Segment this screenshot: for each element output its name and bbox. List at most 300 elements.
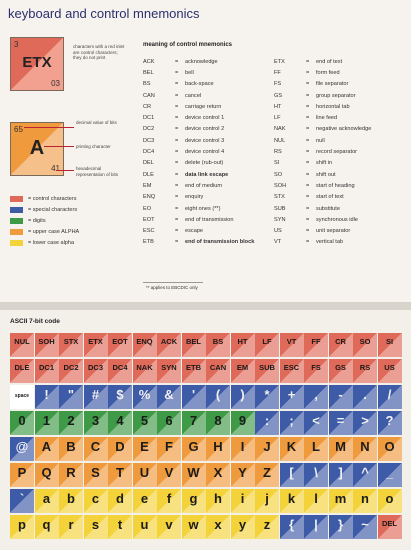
- ascii-cell: [280, 515, 304, 539]
- ascii-cell: [280, 437, 304, 461]
- cell-label: FS: [311, 363, 321, 372]
- mnemonic-meaning: cancel: [185, 92, 202, 99]
- mnemonic-row: [143, 79, 271, 90]
- mnemonics-column-left: [143, 56, 271, 248]
- mnemonic-meaning: device control 1: [185, 115, 225, 122]
- ascii-cell: [378, 359, 402, 383]
- ascii-cell: [35, 411, 59, 435]
- cell-label: l: [314, 491, 318, 506]
- mnemonic-row: [143, 214, 271, 225]
- mnemonic-code: CR: [143, 103, 152, 110]
- mnemonic-meaning: end of transmission: [185, 216, 234, 223]
- equals-sign: =: [175, 205, 179, 212]
- ascii-cell: [84, 437, 108, 461]
- ascii-cell: [10, 463, 34, 487]
- legend-item: [10, 237, 79, 248]
- mnemonic-meaning: null: [316, 137, 325, 144]
- mnemonic-code: CAN: [143, 92, 155, 99]
- cell-label: ': [191, 387, 196, 402]
- cell-label: P: [17, 465, 27, 480]
- ascii-cell: [280, 489, 304, 513]
- ascii-cell: [206, 515, 230, 539]
- ascii-cell: [280, 411, 304, 435]
- equals-sign: =: [306, 92, 310, 99]
- cell-label: t: [117, 517, 123, 532]
- ascii-cell: [133, 333, 157, 357]
- mnemonic-code: RS: [274, 149, 282, 156]
- ascii-cell: [231, 463, 255, 487]
- equals-sign: =: [175, 115, 179, 122]
- mnemonic-row: [274, 203, 402, 214]
- ascii-cell: [59, 411, 83, 435]
- cell-label: o: [385, 491, 394, 506]
- ascii-cell: [84, 385, 108, 409]
- cell-label: (: [215, 387, 221, 402]
- color-legend: [10, 193, 79, 248]
- ascii-cell: [280, 385, 304, 409]
- cell-label: ENQ: [136, 337, 153, 346]
- mnemonic-code: STX: [274, 194, 285, 201]
- ascii-cell: [59, 463, 83, 487]
- ascii-cell: [353, 489, 377, 513]
- equals-sign: =: [175, 126, 179, 133]
- mnemonic-code: EM: [143, 182, 152, 189]
- ascii-cell: [304, 437, 328, 461]
- mnemonic-code: SUB: [274, 205, 286, 212]
- mnemonic-row: [274, 112, 402, 123]
- mnemonic-row: [143, 124, 271, 135]
- ascii-cell: [378, 411, 402, 435]
- ascii-cell: [353, 463, 377, 487]
- mnemonic-meaning: form feed: [316, 69, 340, 76]
- cell-label: HT: [237, 337, 248, 346]
- mnemonic-row: [274, 79, 402, 90]
- ascii-cell: [133, 437, 157, 461]
- mnemonic-row: [143, 67, 271, 78]
- cell-label: ;: [289, 413, 294, 428]
- ascii-cell: [304, 463, 328, 487]
- equals-sign: =: [175, 171, 179, 178]
- mnemonic-row: [143, 203, 271, 214]
- mnemonic-code: ETB: [143, 239, 154, 246]
- ascii-cell: [108, 385, 132, 409]
- mnemonic-code: EO: [143, 205, 152, 212]
- cell-label: 3: [91, 413, 100, 428]
- cell-label: L: [312, 439, 320, 454]
- cell-label: }: [337, 517, 344, 532]
- ascii-cell: [255, 359, 279, 383]
- ascii-cell: [10, 489, 34, 513]
- cell-label: Z: [263, 465, 271, 480]
- ascii-cell: [10, 437, 34, 461]
- equals-sign: =: [306, 149, 310, 156]
- example-tile-etx: [10, 37, 64, 91]
- cell-label: DC2: [63, 363, 79, 372]
- mnemonic-code: DC3: [143, 137, 155, 144]
- cell-label: n: [361, 491, 369, 506]
- ascii-cell: [255, 515, 279, 539]
- cell-label: c: [91, 491, 100, 506]
- legend-label: = upper case ALPHA: [28, 228, 80, 235]
- cell-label: U: [139, 465, 150, 480]
- ascii-cell: [231, 333, 255, 357]
- ascii-cell: [378, 385, 402, 409]
- equals-sign: =: [306, 115, 310, 122]
- mnemonic-meaning: data link escape: [185, 171, 229, 178]
- ascii-cell: [329, 437, 353, 461]
- ascii-cell: [206, 489, 230, 513]
- cell-label: CAN: [209, 363, 227, 372]
- tile-mnemonic: ETX: [22, 54, 52, 71]
- ascii-cell: [108, 437, 132, 461]
- cell-label: 4: [116, 413, 124, 428]
- cell-label: h: [214, 491, 222, 506]
- mnemonic-meaning: negative acknowledge: [316, 126, 372, 133]
- mnemonic-code: HT: [274, 103, 282, 110]
- mnemonic-meaning: start of text: [316, 194, 344, 201]
- ascii-cell: [10, 411, 34, 435]
- ascii-cell: [59, 333, 83, 357]
- cell-label: i: [240, 491, 245, 506]
- mnemonic-code: SOH: [274, 182, 287, 189]
- cell-label: a: [42, 491, 51, 506]
- ascii-cell: [133, 463, 157, 487]
- ascii-cell: [182, 411, 206, 435]
- ascii-cell: [206, 411, 230, 435]
- ascii-cell: [84, 515, 108, 539]
- mnemonic-meaning: back-space: [185, 81, 214, 88]
- ascii-cell: [10, 515, 34, 539]
- mnemonic-code: SI: [274, 160, 280, 167]
- note-decimal-value: decimal value of bits: [76, 120, 117, 125]
- legend-label: = special characters: [28, 206, 78, 213]
- cell-label: $: [116, 387, 124, 402]
- ascii-cell: [329, 411, 353, 435]
- mnemonic-code: FF: [274, 69, 281, 76]
- equals-sign: =: [306, 103, 310, 110]
- mnemonic-code: DC1: [143, 115, 155, 122]
- cell-label: *: [264, 387, 270, 402]
- cell-label: f: [166, 491, 172, 506]
- mnemonic-meaning: enquiry: [185, 194, 204, 201]
- ascii-cell: [108, 359, 132, 383]
- mnemonic-code: FS: [274, 81, 282, 88]
- cell-label: STX: [63, 337, 79, 346]
- ascii-cell: [157, 333, 181, 357]
- pointer-line: [56, 170, 74, 171]
- mnemonic-row: [143, 90, 271, 101]
- cell-label: space: [14, 393, 30, 399]
- mnemonic-row: [274, 146, 402, 157]
- cell-label: 6: [165, 413, 173, 428]
- ascii-cell: [329, 489, 353, 513]
- ascii-cell: [35, 333, 59, 357]
- mnemonic-meaning: group separator: [316, 92, 356, 99]
- ascii-cell: [108, 489, 132, 513]
- cell-label: [: [289, 465, 294, 480]
- cell-label: S: [91, 465, 100, 480]
- cell-label: 2: [67, 413, 75, 428]
- legend-label: = control characters: [28, 195, 77, 202]
- ascii-cell: [10, 333, 34, 357]
- mnemonic-row: [274, 135, 402, 146]
- cell-label: SO: [359, 337, 371, 346]
- cell-label: BS: [212, 337, 224, 346]
- mnemonic-row: [143, 225, 271, 236]
- mnemonic-meaning: record separator: [316, 149, 358, 156]
- cell-label: s: [91, 517, 100, 532]
- mnemonic-code: ENQ: [143, 194, 156, 201]
- cell-label: w: [188, 517, 199, 532]
- ascii-cell: [329, 333, 353, 357]
- ascii-cell: [84, 489, 108, 513]
- ascii-cell: [35, 515, 59, 539]
- footnote-divider: [143, 282, 203, 283]
- cell-label: k: [287, 491, 296, 506]
- equals-sign: =: [175, 92, 179, 99]
- ascii-cell: [304, 333, 328, 357]
- cell-label: z: [263, 517, 271, 532]
- ascii-cell: [304, 411, 328, 435]
- mnemonic-code: DLE: [143, 171, 154, 178]
- ascii-cell: [378, 333, 402, 357]
- cell-label: DEL: [382, 519, 397, 528]
- ascii-cell: [378, 437, 402, 461]
- mnemonic-code: NUL: [274, 137, 286, 144]
- mnemonic-row: [143, 192, 271, 203]
- ascii-cell: [280, 333, 304, 357]
- ascii-cell: [206, 463, 230, 487]
- equals-sign: =: [306, 216, 310, 223]
- equals-sign: =: [175, 103, 179, 110]
- cell-label: D: [115, 439, 125, 454]
- cell-label: :: [264, 413, 270, 428]
- equals-sign: =: [175, 160, 179, 167]
- mnemonic-meaning: horizontal tab: [316, 103, 350, 110]
- tile-decimal-value: 3: [14, 40, 19, 49]
- ascii-cell: [231, 359, 255, 383]
- mnemonic-code: ETX: [274, 58, 285, 65]
- cell-label: \: [314, 465, 318, 480]
- cell-label: ~: [361, 517, 369, 532]
- ascii-cell: [231, 437, 255, 461]
- cell-label: X: [213, 465, 223, 480]
- ascii-cell: [353, 411, 377, 435]
- mnemonic-meaning: bell: [185, 69, 194, 76]
- ascii-cell: [304, 489, 328, 513]
- equals-sign: =: [175, 194, 179, 201]
- mnemonic-row: [274, 237, 402, 248]
- mnemonic-meaning: device control 4: [185, 149, 225, 156]
- cell-label: LF: [262, 337, 272, 346]
- mnemonic-meaning: synchronous idle: [316, 216, 358, 223]
- cell-label: V: [164, 465, 174, 480]
- cell-label: j: [265, 491, 269, 506]
- ascii-cell: [353, 515, 377, 539]
- cell-label: 9: [238, 413, 247, 428]
- equals-sign: =: [306, 126, 310, 133]
- mnemonic-meaning: device control 2: [185, 126, 225, 133]
- cell-label: DLE: [14, 363, 30, 372]
- cell-label: _: [385, 465, 394, 480]
- ascii-cell: [329, 463, 353, 487]
- ascii-cell: [108, 515, 132, 539]
- pointer-line: [44, 146, 74, 147]
- cell-label: FF: [311, 337, 321, 346]
- cell-label: J: [263, 439, 271, 454]
- mnemonic-row: [143, 56, 271, 67]
- cell-label: Y: [238, 465, 247, 480]
- cell-label: O: [384, 439, 395, 454]
- mnemonic-row: [143, 169, 271, 180]
- ascii-cell: [231, 385, 255, 409]
- mnemonic-meaning: file separator: [316, 81, 349, 88]
- mnemonic-meaning: substitute: [316, 205, 340, 212]
- ascii-cell: [157, 489, 181, 513]
- cell-label: ,: [314, 387, 318, 402]
- mnemonic-meaning: shift in: [316, 160, 333, 167]
- cell-label: SYN: [161, 363, 177, 372]
- ascii-cell: [84, 359, 108, 383]
- ascii-cell: [353, 333, 377, 357]
- ascii-cell: [182, 437, 206, 461]
- cell-label: |: [314, 517, 318, 532]
- ascii-cell: [10, 385, 34, 409]
- mnemonic-meaning: end of transmission block: [185, 239, 255, 246]
- ascii-cell: [157, 385, 181, 409]
- mnemonics-column-right: [274, 56, 402, 248]
- mnemonic-code: GS: [274, 92, 283, 99]
- ascii-cell: [280, 463, 304, 487]
- legend-label: = lower case alpha: [28, 239, 75, 246]
- equals-sign: =: [175, 81, 179, 88]
- ascii-cell: [353, 359, 377, 383]
- mnemonic-row: [143, 237, 271, 248]
- cell-label: SUB: [259, 363, 275, 372]
- mnemonic-row: [274, 180, 402, 191]
- mnemonic-row: [274, 225, 402, 236]
- cell-label: ACK: [160, 337, 178, 346]
- mnemonic-code: BS: [143, 81, 151, 88]
- ascii-cell: [304, 385, 328, 409]
- legend-item: [10, 193, 79, 204]
- cell-label: E: [140, 439, 149, 454]
- mnemonic-code: VT: [274, 239, 282, 246]
- ascii-cell: [206, 333, 230, 357]
- equals-sign: =: [306, 182, 310, 189]
- ascii-cell: [304, 515, 328, 539]
- ascii-table-title: ASCII 7-bit code: [10, 318, 60, 325]
- cell-label: SOH: [38, 337, 55, 346]
- tile-character: A: [29, 137, 45, 159]
- cell-label: >: [361, 413, 369, 428]
- cell-label: N: [360, 439, 370, 454]
- ascii-cell: [59, 359, 83, 383]
- equals-sign: =: [306, 171, 310, 178]
- ascii-cell: [182, 385, 206, 409]
- equals-sign: =: [306, 239, 310, 246]
- mnemonic-meaning: vertical tab: [316, 239, 344, 246]
- cell-label: e: [140, 491, 149, 506]
- mnemonic-code: SO: [274, 171, 283, 178]
- cell-label: ESC: [283, 363, 300, 372]
- equals-sign: =: [306, 81, 310, 88]
- mnemonic-row: [143, 135, 271, 146]
- cell-label: x: [214, 517, 222, 532]
- ascii-cell: [182, 359, 206, 383]
- cell-label: NUL: [14, 337, 30, 346]
- mnemonic-code: BEL: [143, 69, 154, 76]
- mnemonic-code: LF: [274, 115, 281, 122]
- ascii-cell: [35, 359, 59, 383]
- mnemonic-meaning: end of medium: [185, 182, 223, 189]
- legend-swatch: [10, 218, 23, 224]
- ascii-cell: [84, 333, 108, 357]
- cell-label: ^: [361, 465, 369, 480]
- ascii-cell: [378, 463, 402, 487]
- equals-sign: =: [175, 182, 179, 189]
- cell-label: DC1: [38, 363, 54, 372]
- mnemonic-code: DC4: [143, 149, 155, 156]
- ascii-cell: [182, 333, 206, 357]
- ascii-cell: [329, 515, 353, 539]
- cell-label: &: [164, 387, 174, 402]
- ascii-cell: [59, 489, 83, 513]
- ascii-cell: [108, 463, 132, 487]
- ascii-cell: [35, 437, 59, 461]
- footnote: ** applies to EBCDIC only: [146, 285, 198, 290]
- mnemonic-row: [274, 169, 402, 180]
- cell-label: K: [286, 439, 297, 454]
- cell-label: A: [41, 439, 52, 454]
- legend-item: [10, 215, 79, 226]
- cell-label: RS: [359, 363, 371, 372]
- ascii-cell: [182, 463, 206, 487]
- legend-label: = digits: [28, 217, 46, 224]
- mnemonic-meaning: end of text: [316, 58, 343, 65]
- cell-label: 7: [189, 413, 198, 428]
- mnemonic-row: [143, 112, 271, 123]
- ascii-cell: [255, 333, 279, 357]
- cell-label: +: [287, 387, 296, 402]
- ascii-cell: [157, 411, 181, 435]
- cell-label: ": [67, 387, 75, 402]
- cell-label: `: [19, 491, 25, 506]
- legend-item: [10, 204, 79, 215]
- cell-label: EM: [236, 363, 249, 372]
- legend-swatch: [10, 207, 23, 213]
- cell-label: 0: [18, 413, 26, 428]
- cell-label: ?: [385, 413, 394, 428]
- mnemonic-meaning: delete (rub-out): [185, 160, 224, 167]
- cell-label: .: [363, 387, 367, 402]
- mnemonic-row: [274, 90, 402, 101]
- ascii-cell: [255, 411, 279, 435]
- equals-sign: =: [175, 137, 179, 144]
- tile-hex-value: 03: [51, 79, 60, 88]
- ascii-cell: [133, 515, 157, 539]
- cell-label: CR: [335, 337, 346, 346]
- ascii-cell: [255, 489, 279, 513]
- ascii-cell: [231, 489, 255, 513]
- tile-hex-value: 41: [51, 164, 60, 173]
- cell-label: DC4: [112, 363, 128, 372]
- equals-sign: =: [175, 216, 179, 223]
- example-tile-a: [10, 122, 64, 176]
- ascii-cell: [84, 411, 108, 435]
- ascii-cell: [304, 359, 328, 383]
- note-printing-character: printing character: [76, 144, 111, 149]
